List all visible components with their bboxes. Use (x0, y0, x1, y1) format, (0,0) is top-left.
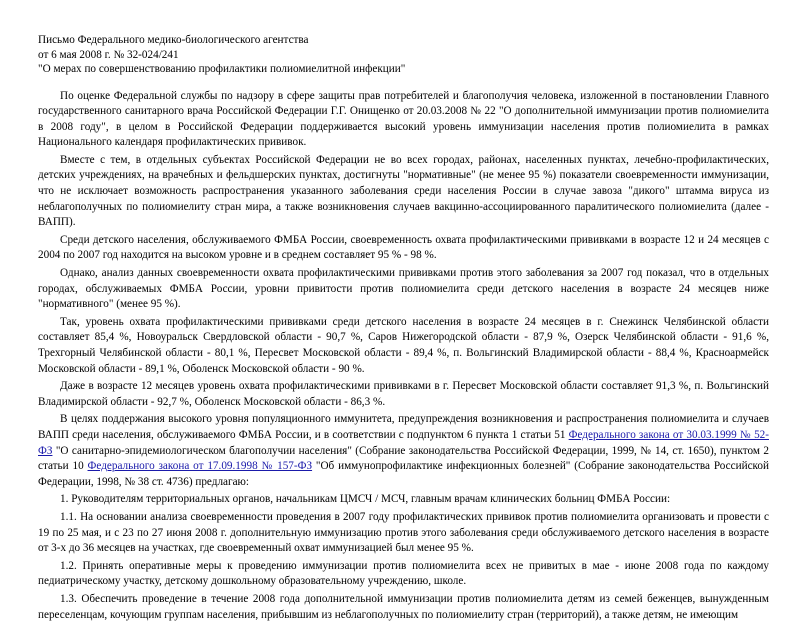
paragraph-text: "О санитарно-эпидемиологическом благополучии населения" (Собрание законодательства Российской Федерации, 1999, № 14, ст. 1650), пунктом 2 статьи 10 (38, 445, 769, 473)
paragraph: Среди детского населения, обслуживаемого ФМБА России, своевременность охвата профилактическими прививками в возрасте 12 и 24 месяцев с 2004 по 2007 год находится на высоком уровне и в среднем составляет 95 % - 98 %. (38, 233, 769, 264)
document-date-number: от 6 мая 2008 г. № 32-024/241 (38, 48, 769, 63)
paragraph: Однако, анализ данных своевременности охвата профилактическими прививками против этого заболевания за 2007 год показал, что в отдельных городах, обслуживаемых ФМБА России, уровни привитости против полиомиелита среди детского населения в возрасте 24 месяцев ниже "нормативного" (менее 95 %). (38, 266, 769, 313)
document-body (38, 89, 769, 623)
paragraph: 1.3. Обеспечить проведение в течение 2008 года дополнительной иммунизации против полиомиелита детям из семей беженцев, вынужденным переселенцам, кочующим группам населения, прибывшим из неблагополучных по полиомиелиту стран (территорий), а также детям, не имеющим (38, 592, 769, 623)
paragraph-text: "Об иммунопрофилактике инфекционных болезней" (Собрание законодательства Российской Федерации, 1998, № 38 ст. 4736) предлагаю: (38, 460, 769, 488)
paragraph-text: В целях поддержания высокого уровня популяционного иммунитета, предупреждения возникновения и распространения полиомиелита и случаев ВАПП среди населения, обслуживаемого ФМБА России, и в соответствии с подпунктом 6 пункта 1 статьи 51 (38, 413, 769, 441)
document-header (38, 33, 769, 77)
paragraph-with-links (38, 412, 769, 490)
paragraph: Даже в возрасте 12 месяцев уровень охвата профилактическими прививками в г. Пересвет Московской области составляет 91,3 %, п. Вольгинский Владимирской области - 92,7 %, Оболенск Московской области - 86,3 %. (38, 379, 769, 410)
paragraph: Так, уровень охвата профилактическими прививками среди детского населения в возрасте 24 месяцев в г. Снежинск Челябинской области составляет 85,4 %, Новоуральск Свердловской области - 90,7 %, Саров Нижегородской области - 87,9 %, Озерск Челябинской области - 91,6 %, Трехгорный Челябинской области - 80,1 %, Пересвет Московской области - 89,4 %, п. Вольгинский Владимирской области - 88,4 %, Красноармейск Московской области - 89,1 %, Оболенск Московской области - 90 %. (38, 315, 769, 377)
law-link-157-fz[interactable]: Федерального закона от 17.09.1998 № 157-ФЗ (88, 460, 313, 472)
document-title: Письмо Федерального медико-биологического агентства (38, 33, 769, 48)
paragraph: Вместе с тем, в отдельных субъектах Российской Федерации не во всех городах, районах, населенных пунктах, лечебно-профилактических, детских учреждениях, на врачебных и фельдшерских пунктах, достигнуты "нормативные" (не менее 95 %) показатели своевременности иммунизации, что не исключает возможность распространения указанного заболевания среди населения России в случае завоза "дикого" штамма вируса из неблагополучных по полиомиелиту стран мира, а также возникновения случаев вакцинно-ассоциированного паралитического полиомиелита (далее - ВАПП). (38, 153, 769, 231)
law-link-52-fz[interactable]: Федерального закона от 30.03.1999 № 52-ФЗ (38, 429, 769, 457)
paragraph: По оценке Федеральной службы по надзору в сфере защиты прав потребителей и благополучия человека, изложенной в постановлении Главного государственного санитарного врача Российской Федерации Г.Г. Онищенко от 20.03.2008 № 22 "О дополнительной иммунизации против полиомиелита в 2008 году", в целом в Российской Федерации поддерживается высокий уровень иммунизации населения против полиомиелита в рамках Национального календаря профилактических прививок. (38, 89, 769, 151)
document-subject: "О мерах по совершенствованию профилактики полиомиелитной инфекции" (38, 62, 769, 77)
paragraph: 1.2. Принять оперативные меры к проведению иммунизации против полиомиелита всех не привитых в мае - июне 2008 года по каждому педиатрическому участку, детскому дошкольному образовательному учреждению, школе. (38, 559, 769, 590)
paragraph: 1.1. На основании анализа своевременности проведения в 2007 году профилактических прививок против полиомиелита организовать и провести с 19 по 25 мая, и с 23 по 27 июня 2008 г. дополнительную иммунизацию против этого заболевания среди обслуживаемого детского населения в возрасте от 3-х до 36 месяцев на участках, где своевременный охват иммунизацией был менее 95 %. (38, 510, 769, 557)
paragraph: 1. Руководителям территориальных органов, начальникам ЦМСЧ / МСЧ, главным врачам клинических больниц ФМБА России: (38, 492, 769, 508)
